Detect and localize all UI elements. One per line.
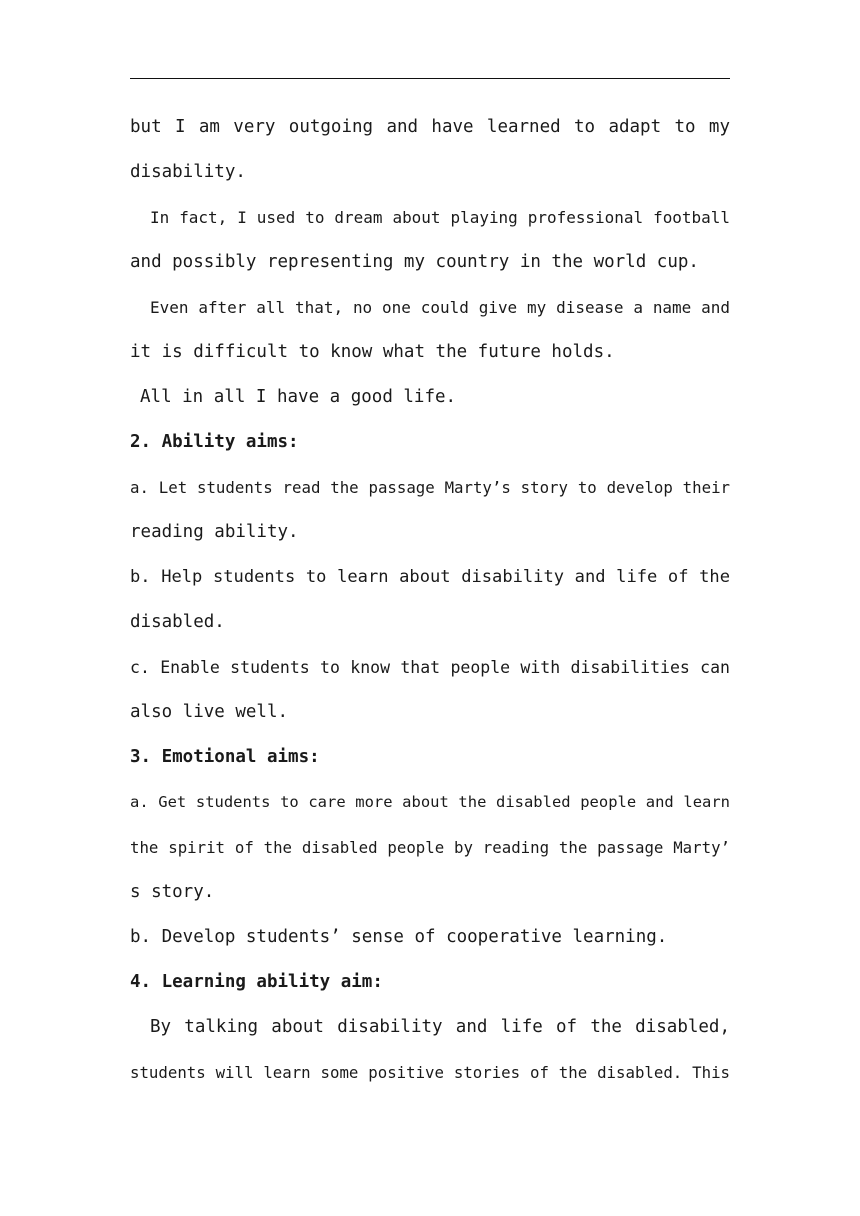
- body-line: disability.: [130, 162, 246, 182]
- body-line: and possibly representing my country in the world cup.: [130, 252, 699, 272]
- body-line: also live well.: [130, 702, 289, 722]
- body-line: students will learn some positive stories of the disabled. This: [130, 1063, 730, 1082]
- body-line: Even after all that, no one could give my disease a name and: [150, 298, 730, 317]
- body-line: By talking about disability and life of the disabled,: [150, 1017, 730, 1037]
- body-line: b. Develop students’ sense of cooperative learning.: [130, 927, 668, 947]
- body-line: In fact, I used to dream about playing professional football: [150, 208, 730, 227]
- body-line: All in all I have a good life.: [140, 387, 457, 407]
- body-line: but I am very outgoing and have learned to adapt to my: [130, 117, 730, 137]
- document-body: [130, 105, 730, 1095]
- section-heading: 4. Learning ability aim:: [130, 972, 383, 992]
- body-line: reading ability.: [130, 522, 299, 542]
- section-heading: 3. Emotional aims:: [130, 747, 320, 767]
- header-rule: [130, 78, 730, 79]
- body-line: a. Get students to care more about the disabled people and learn: [130, 793, 730, 811]
- body-line: it is difficult to know what the future holds.: [130, 342, 615, 362]
- section-heading: 2. Ability aims:: [130, 432, 299, 452]
- body-line: b. Help students to learn about disability and life of the: [130, 567, 730, 587]
- body-line: s story.: [130, 882, 215, 902]
- body-line: disabled.: [130, 612, 225, 632]
- body-line: the spirit of the disabled people by reading the passage Marty’: [130, 838, 730, 857]
- body-line: a. Let students read the passage Marty’s story to develop their: [130, 478, 730, 497]
- body-line: c. Enable students to know that people with disabilities can: [130, 658, 730, 677]
